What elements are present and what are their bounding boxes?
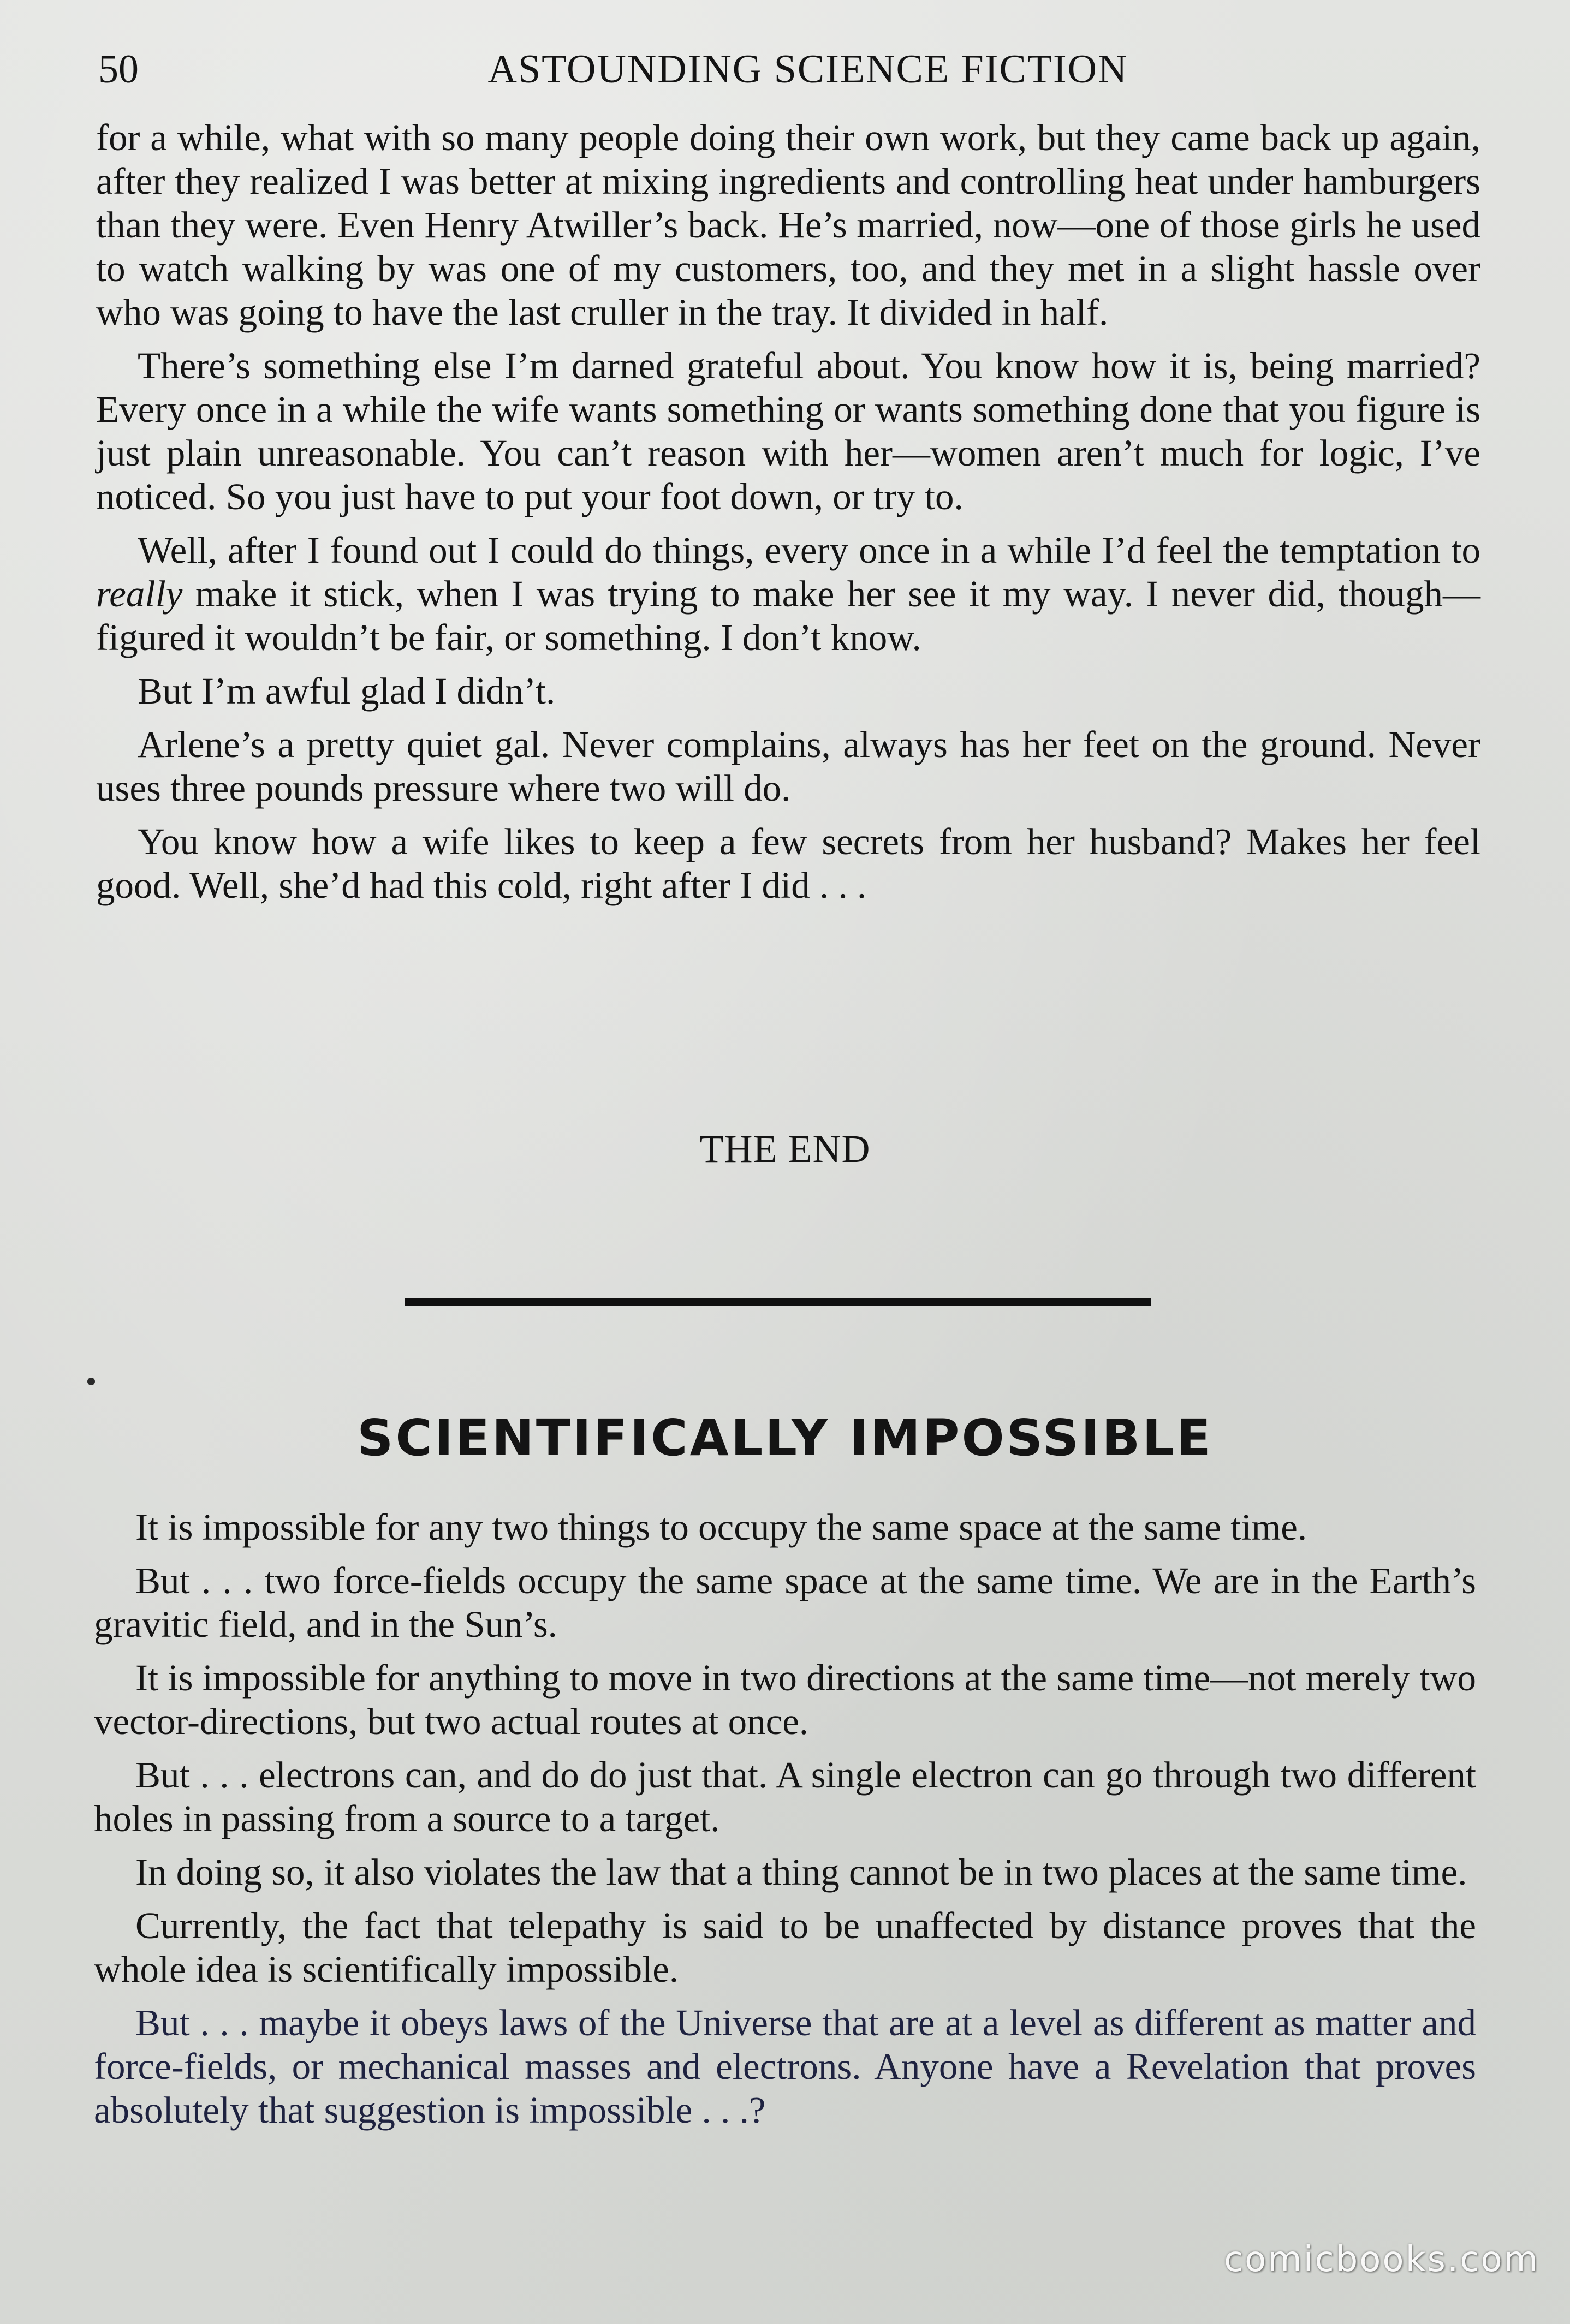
running-title: ASTOUNDING SCIENCE FICTION bbox=[487, 47, 1128, 92]
story-ending bbox=[96, 116, 1480, 917]
article-paragraph: But . . . electrons can, and do do just that. A single electron can go through two different holes in passing from a source to a target. bbox=[94, 1754, 1476, 1839]
story-paragraph: But I’m awful glad I didn’t. bbox=[138, 670, 556, 712]
story-paragraph-text: Well, after I found out I could do things, every once in a while I’d feel the temptation to bbox=[138, 529, 1480, 571]
story-paragraph: There’s something else I’m darned grateful about. You know how it is, being married? Every once in a while the wife wants something or wants something done that you figure is just plain unreasonable. You can’t reason with her—women aren’t much for logic, I’ve noticed. So you just have to put your foot down, or try to. bbox=[96, 345, 1480, 517]
section-divider-rule bbox=[405, 1298, 1151, 1306]
article-paragraph: It is impossible for any two things to occupy the same space at the same time. bbox=[135, 1506, 1307, 1548]
article-paragraph: But . . . two force-fields occupy the same space at the same time. We are in the Earth’s gravitic field, and in the Sun’s. bbox=[94, 1560, 1476, 1645]
article-paragraph: Currently, the fact that telepathy is said to be unaffected by distance proves that the whole idea is scientifically impossible. bbox=[94, 1905, 1476, 1990]
ink-speck bbox=[87, 1378, 95, 1385]
article-title: SCIENTIFICALLY IMPOSSIBLE bbox=[357, 1409, 1213, 1467]
page-header bbox=[98, 39, 1474, 99]
story-paragraph: for a while, what with so many people doing their own work, but they came back up again, after they realized I was better at mixing ingredients and controlling heat under hamburgers than they were. Even Henry Atwiller’s back. He’s married, now—one of those girls he used to watch walking by was one of my customers, too, and they met in a slight hassle over who was going to have the last cruller in the tray. It divided in half. bbox=[96, 117, 1480, 333]
story-paragraph-text: make it stick, when I was trying to make her see it my way. I never did, though—figured it wouldn’t be fair, or something. I don’t know. bbox=[96, 573, 1480, 658]
article-body bbox=[94, 1505, 1476, 2142]
page-number: 50 bbox=[98, 47, 139, 92]
article-paragraph: It is impossible for anything to move in two directions at the same time—not merely two vector-directions, but two actual routes at once. bbox=[94, 1657, 1476, 1742]
article-paragraph: In doing so, it also violates the law that a thing cannot be in two places at the same time. bbox=[135, 1851, 1467, 1893]
article-paragraph: But . . . maybe it obeys laws of the Universe that are at a level as different as matter and force-fields, or mechanical masses and electrons. Anyone have a Revelation that proves absolutely that suggestion is impossible . . .? bbox=[94, 2002, 1476, 2131]
story-paragraph: You know how a wife likes to keep a few secrets from her husband? Makes her feel good. Well, she’d had this cold, right after I did . . . bbox=[96, 821, 1480, 906]
the-end-marker: THE END bbox=[699, 1127, 871, 1171]
story-paragraph bbox=[96, 528, 1480, 659]
watermark: comicbooks.com bbox=[1223, 2239, 1539, 2280]
story-paragraph: Arlene’s a pretty quiet gal. Never complains, always has her feet on the ground. Never uses three pounds pressure where two will do. bbox=[96, 724, 1480, 809]
emphasized-word: really bbox=[96, 573, 183, 615]
